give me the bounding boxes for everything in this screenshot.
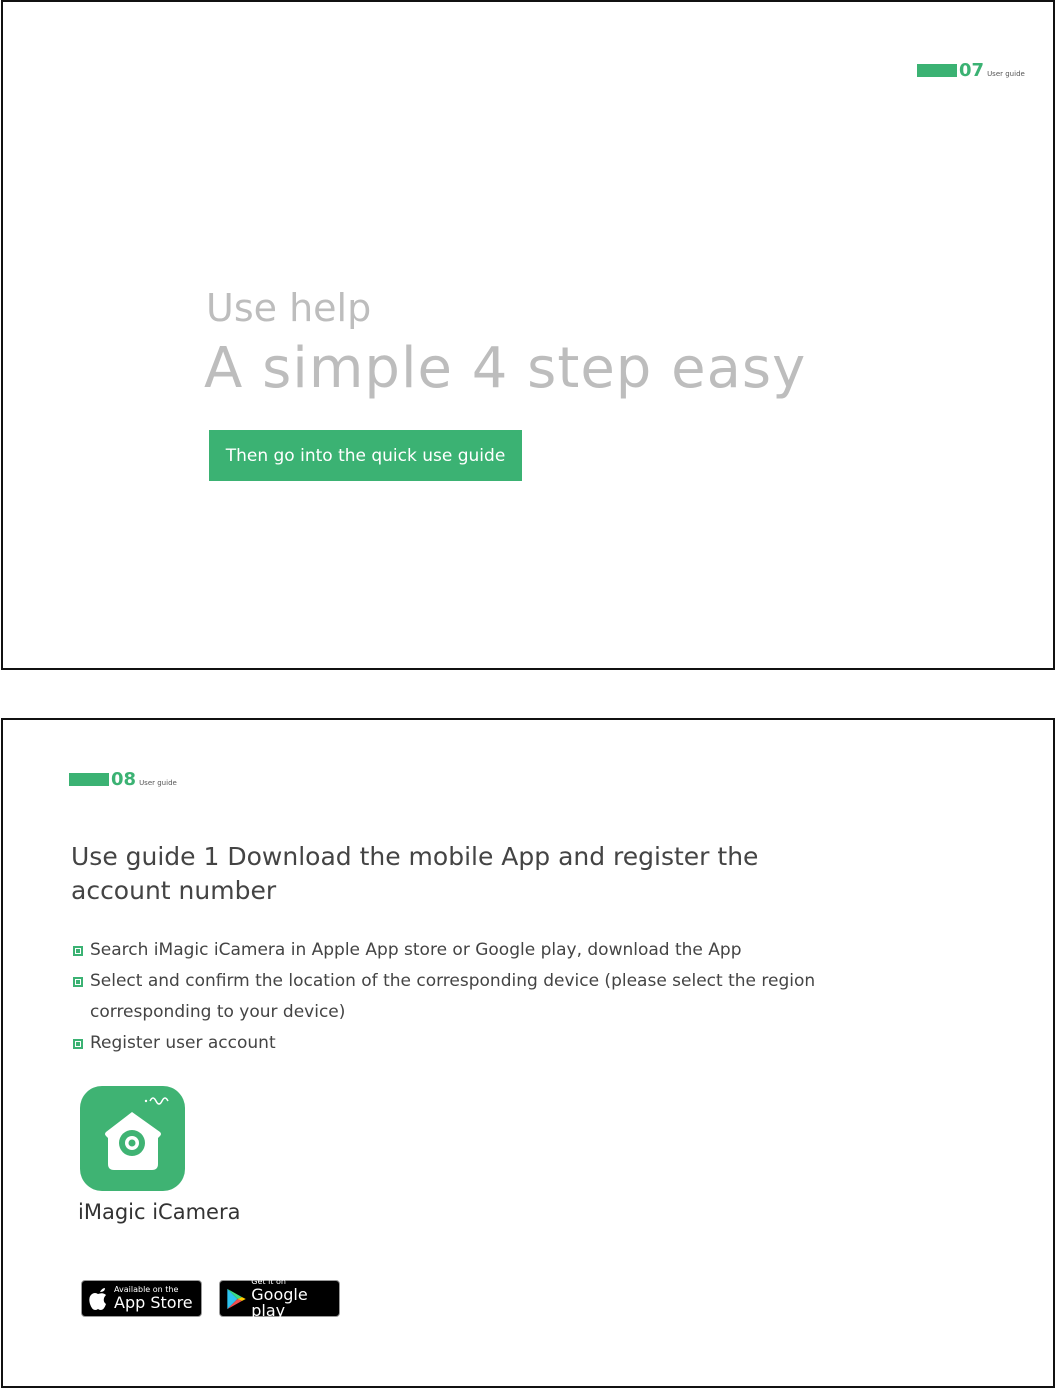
step-text: Register user account bbox=[90, 1033, 276, 1053]
square-bullet-icon bbox=[73, 946, 83, 956]
apple-icon bbox=[82, 1284, 114, 1314]
page-tag bbox=[917, 62, 1025, 80]
tag-label: User guide bbox=[139, 779, 177, 787]
tag-bar bbox=[69, 773, 109, 786]
list-item bbox=[71, 1028, 831, 1059]
page-tag bbox=[69, 771, 177, 789]
quick-guide-button[interactable]: Then go into the quick use guide bbox=[209, 430, 522, 481]
list-item bbox=[71, 935, 831, 966]
steps-list bbox=[71, 935, 831, 1059]
step-text: Select and confirm the location of the corresponding device (please select the region corresponding to your device) bbox=[90, 971, 816, 1022]
guide-title: Use guide 1 Download the mobile App and register the account number bbox=[71, 842, 759, 905]
badge-small-text: Available on the bbox=[114, 1285, 179, 1294]
app-store-badge[interactable] bbox=[81, 1280, 202, 1317]
page-number: 07 bbox=[959, 60, 985, 81]
page-07 bbox=[1, 0, 1055, 670]
list-item bbox=[71, 966, 831, 1028]
square-bullet-icon bbox=[73, 977, 83, 987]
google-play-badge[interactable] bbox=[219, 1277, 340, 1320]
square-bullet-icon bbox=[73, 1039, 83, 1049]
help-headline: A simple 4 step easy bbox=[204, 336, 807, 401]
badge-small-text: Get it on bbox=[251, 1277, 286, 1286]
step-text: Search iMagic iCamera in Apple App store or Google play, download the App bbox=[90, 940, 742, 960]
app-icon bbox=[80, 1086, 185, 1191]
play-triangle-icon bbox=[220, 1284, 251, 1314]
page-number: 08 bbox=[111, 769, 137, 790]
app-name: iMagic iCamera bbox=[78, 1200, 241, 1224]
help-title: Use help bbox=[206, 286, 372, 330]
camera-house-icon bbox=[80, 1086, 185, 1191]
badge-big-text: Google play bbox=[251, 1285, 308, 1320]
tag-label: User guide bbox=[987, 70, 1025, 78]
tag-bar bbox=[917, 64, 957, 77]
badge-big-text: App Store bbox=[114, 1293, 193, 1312]
